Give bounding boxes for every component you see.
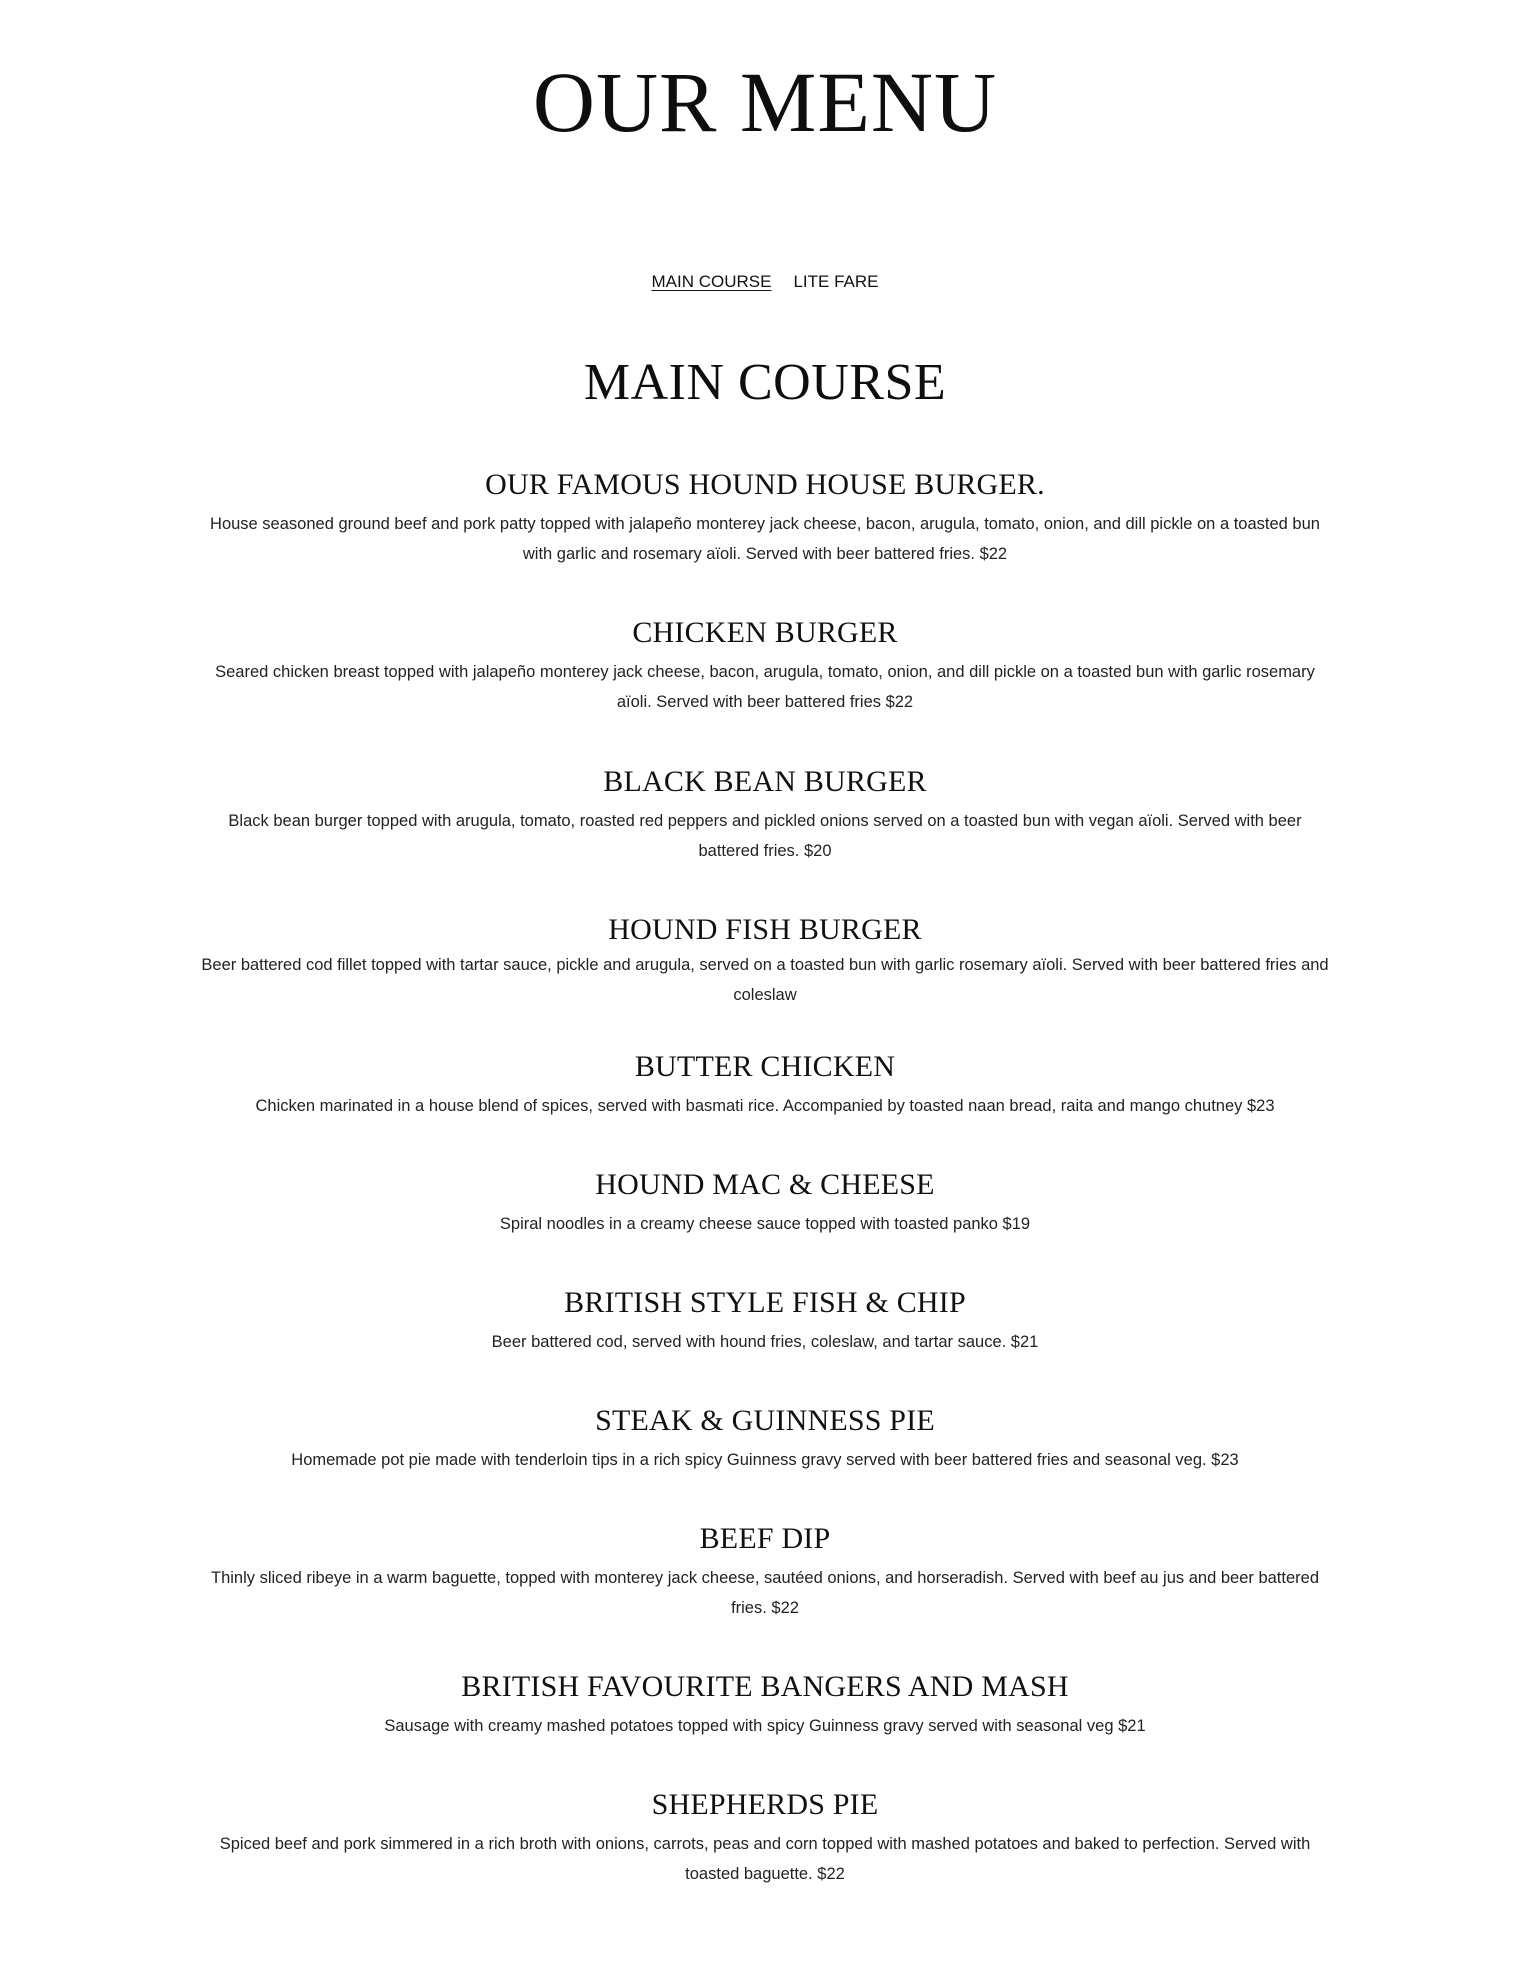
menu-item [200, 613, 1330, 717]
menu-item-description: Beer battered cod, served with hound fries, coleslaw, and tartar sauce. $21 [491, 1333, 1039, 1351]
menu-item-name: HOUND FISH BURGER [608, 913, 922, 946]
menu-item-description: House seasoned ground beef and pork patty topped with jalapeño monterey jack cheese, bacon, arugula, tomato, onion, and dill pickle on a toasted bun with garlic and rosemary aïoli. Served with beer battered fries. $22 [210, 515, 1320, 563]
menu-item-description: Beer battered cod fillet topped with tartar sauce, pickle and arugula, served on a toasted bun with garlic rosemary aïoli. Served with beer battered fries and coleslaw [201, 956, 1329, 1004]
menu-item-name: BEEF DIP [699, 1522, 831, 1555]
menu-item [200, 1047, 1330, 1121]
menu-item-description: Homemade pot pie made with tenderloin tips in a rich spicy Guinness gravy served with beer battered fries and seasonal veg. $23 [291, 1451, 1239, 1469]
menu-item-name: BUTTER CHICKEN [634, 1050, 896, 1083]
menu-item-name: STEAK & GUINNESS PIE [595, 1404, 935, 1437]
menu-item-name: BRITISH STYLE FISH & CHIP [564, 1286, 966, 1319]
tab-lite-fare[interactable]: LITE FARE [793, 272, 879, 291]
menu-item-description: Chicken marinated in a house blend of spices, served with basmati rice. Accompanied by toasted naan bread, raita and mango chutney $23 [255, 1097, 1275, 1115]
section-title: MAIN COURSE [583, 354, 947, 411]
menu-item [200, 1785, 1330, 1889]
menu-item-description: Thinly sliced ribeye in a warm baguette, topped with monterey jack cheese, sautéed onions, and horseradish. Served with beef au jus and beer battered fries. $22 [211, 1569, 1319, 1617]
tab-main-course[interactable]: MAIN COURSE [651, 272, 772, 291]
menu-item-description: Sausage with creamy mashed potatoes topped with spicy Guinness gravy served with seasonal veg $21 [384, 1717, 1146, 1735]
menu-item [200, 762, 1330, 866]
menu-item-name: OUR FAMOUS HOUND HOUSE BURGER. [485, 468, 1045, 501]
menu-item [200, 1519, 1330, 1623]
menu-item-name: BLACK BEAN BURGER [603, 765, 927, 798]
menu-tabs [0, 268, 1530, 296]
menu-item-description: Seared chicken breast topped with jalapeño monterey jack cheese, bacon, arugula, tomato, onion, and dill pickle on a toasted bun with garlic rosemary aïoli. Served with beer battered fries $22 [215, 663, 1315, 711]
menu-item-description: Spiral noodles in a creamy cheese sauce topped with toasted panko $19 [499, 1215, 1031, 1233]
menu-item [200, 910, 1330, 1010]
menu-item-name: HOUND MAC & CHEESE [595, 1168, 935, 1201]
menu-item [200, 1667, 1330, 1741]
menu-item-name: SHEPHERDS PIE [651, 1788, 879, 1821]
menu-item-name: BRITISH FAVOURITE BANGERS AND MASH [461, 1670, 1069, 1703]
menu-item-name: CHICKEN BURGER [632, 616, 898, 649]
menu-item [200, 1165, 1330, 1239]
page-title: OUR MENU [532, 54, 998, 150]
menu-item-description: Black bean burger topped with arugula, tomato, roasted red peppers and pickled onions served on a toasted bun with vegan aïoli. Served with beer battered fries. $20 [228, 812, 1302, 860]
menu-item [200, 1401, 1330, 1475]
menu-item [200, 465, 1330, 569]
menu-item-description: Spiced beef and pork simmered in a rich broth with onions, carrots, peas and corn topped with mashed potatoes and baked to perfection. Served with toasted baguette. $22 [219, 1835, 1311, 1883]
menu-item [200, 1283, 1330, 1357]
